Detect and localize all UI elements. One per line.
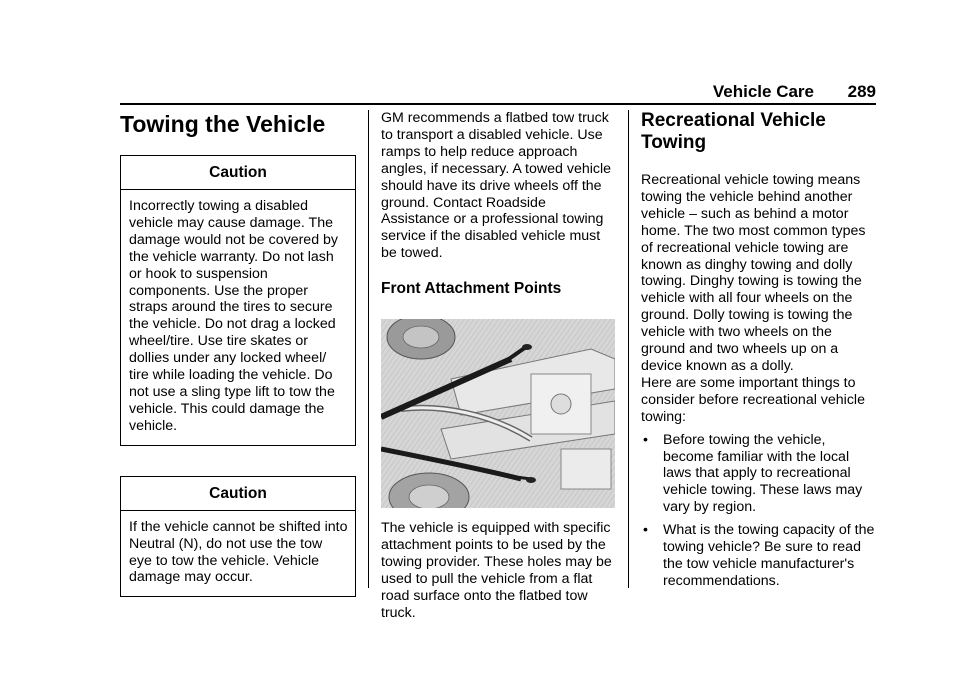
header-rule bbox=[120, 103, 876, 105]
front-attachment-heading: Front Attachment Points bbox=[381, 280, 562, 298]
towing-intro-paragraph: GM recommends a flatbed tow truck to transport a disabled vehicle. Use ramps to help reduce approach angles, if necessary. A towed vehicle should have its drive wheels off the ground. Contact Roadside Assistance or a professional towing service if the disabled vehicle must be towed. bbox=[381, 110, 612, 262]
column-1 bbox=[120, 110, 356, 597]
attachment-points-paragraph: The vehicle is equipped with specific attachment points to be used by the towing provider. These holes may be used to pull the vehicle from a flat road surface onto the flatbed tow truck. bbox=[381, 520, 612, 621]
page-header bbox=[120, 82, 876, 104]
undercarriage-illustration bbox=[381, 319, 615, 508]
page-number: 289 bbox=[847, 82, 876, 101]
list-item bbox=[641, 522, 877, 590]
rv-towing-heading: Recreational Vehicle Towing bbox=[641, 110, 826, 153]
page-title: Towing the Vehicle bbox=[120, 111, 326, 137]
bullet-icon: • bbox=[643, 522, 648, 539]
caution-text-2: If the vehicle cannot be shifted into Neutral (N), do not use the tow eye to tow the vehicle. Vehicle damage may occur. bbox=[129, 518, 348, 586]
column-2 bbox=[381, 110, 615, 622]
bullet-icon: • bbox=[643, 431, 648, 448]
bullet-text: What is the towing capacity of the towing vehicle? Be sure to read the tow vehicle manufacturer's recommendations. bbox=[663, 522, 875, 589]
caution-title-2: Caution bbox=[209, 484, 267, 502]
rv-towing-paragraph-1: Recreational vehicle towing means towing the vehicle behind another vehicle – such as behind a motor home. The two most common types of recreational vehicle towing are known as dinghy towing and dolly towing. Dinghy towing is towing the vehicle with all four wheels on the ground. Dolly towing is towing the vehicle with two wheels on the ground and two wheels up on a device known as a dolly. bbox=[641, 172, 866, 374]
list-item bbox=[641, 432, 877, 517]
caution-box-2 bbox=[120, 476, 356, 598]
caution-text-1: Incorrectly towing a disabled vehicle may cause damage. The damage would not be covered by the vehicle warranty. Do not lash or hook to suspension components. Use the proper straps around the tires to secure the vehicle. Do not drag a locked wheel/tire. Use tire skates or dollies under any locked wheel/ tire while loading the vehicle. Do not use a sling type lift to tow the vehicle. This could damage the vehicle. bbox=[129, 198, 339, 434]
bullet-text: Before towing the vehicle, become familiar with the local laws that apply to recreational vehicle towing. These laws may vary by region. bbox=[663, 431, 863, 516]
caution-title-1: Caution bbox=[209, 164, 267, 181]
caution-box-1 bbox=[120, 155, 356, 446]
attachment-points-figure bbox=[381, 319, 615, 508]
rv-towing-paragraph-2: Here are some important things to consider before recreational vehicle towing: bbox=[641, 374, 865, 425]
column-divider-2 bbox=[628, 110, 629, 588]
section-title: Vehicle Care bbox=[712, 82, 814, 101]
rv-towing-bullet-list bbox=[641, 432, 877, 590]
column-divider-1 bbox=[368, 110, 369, 588]
column-3 bbox=[641, 110, 877, 596]
